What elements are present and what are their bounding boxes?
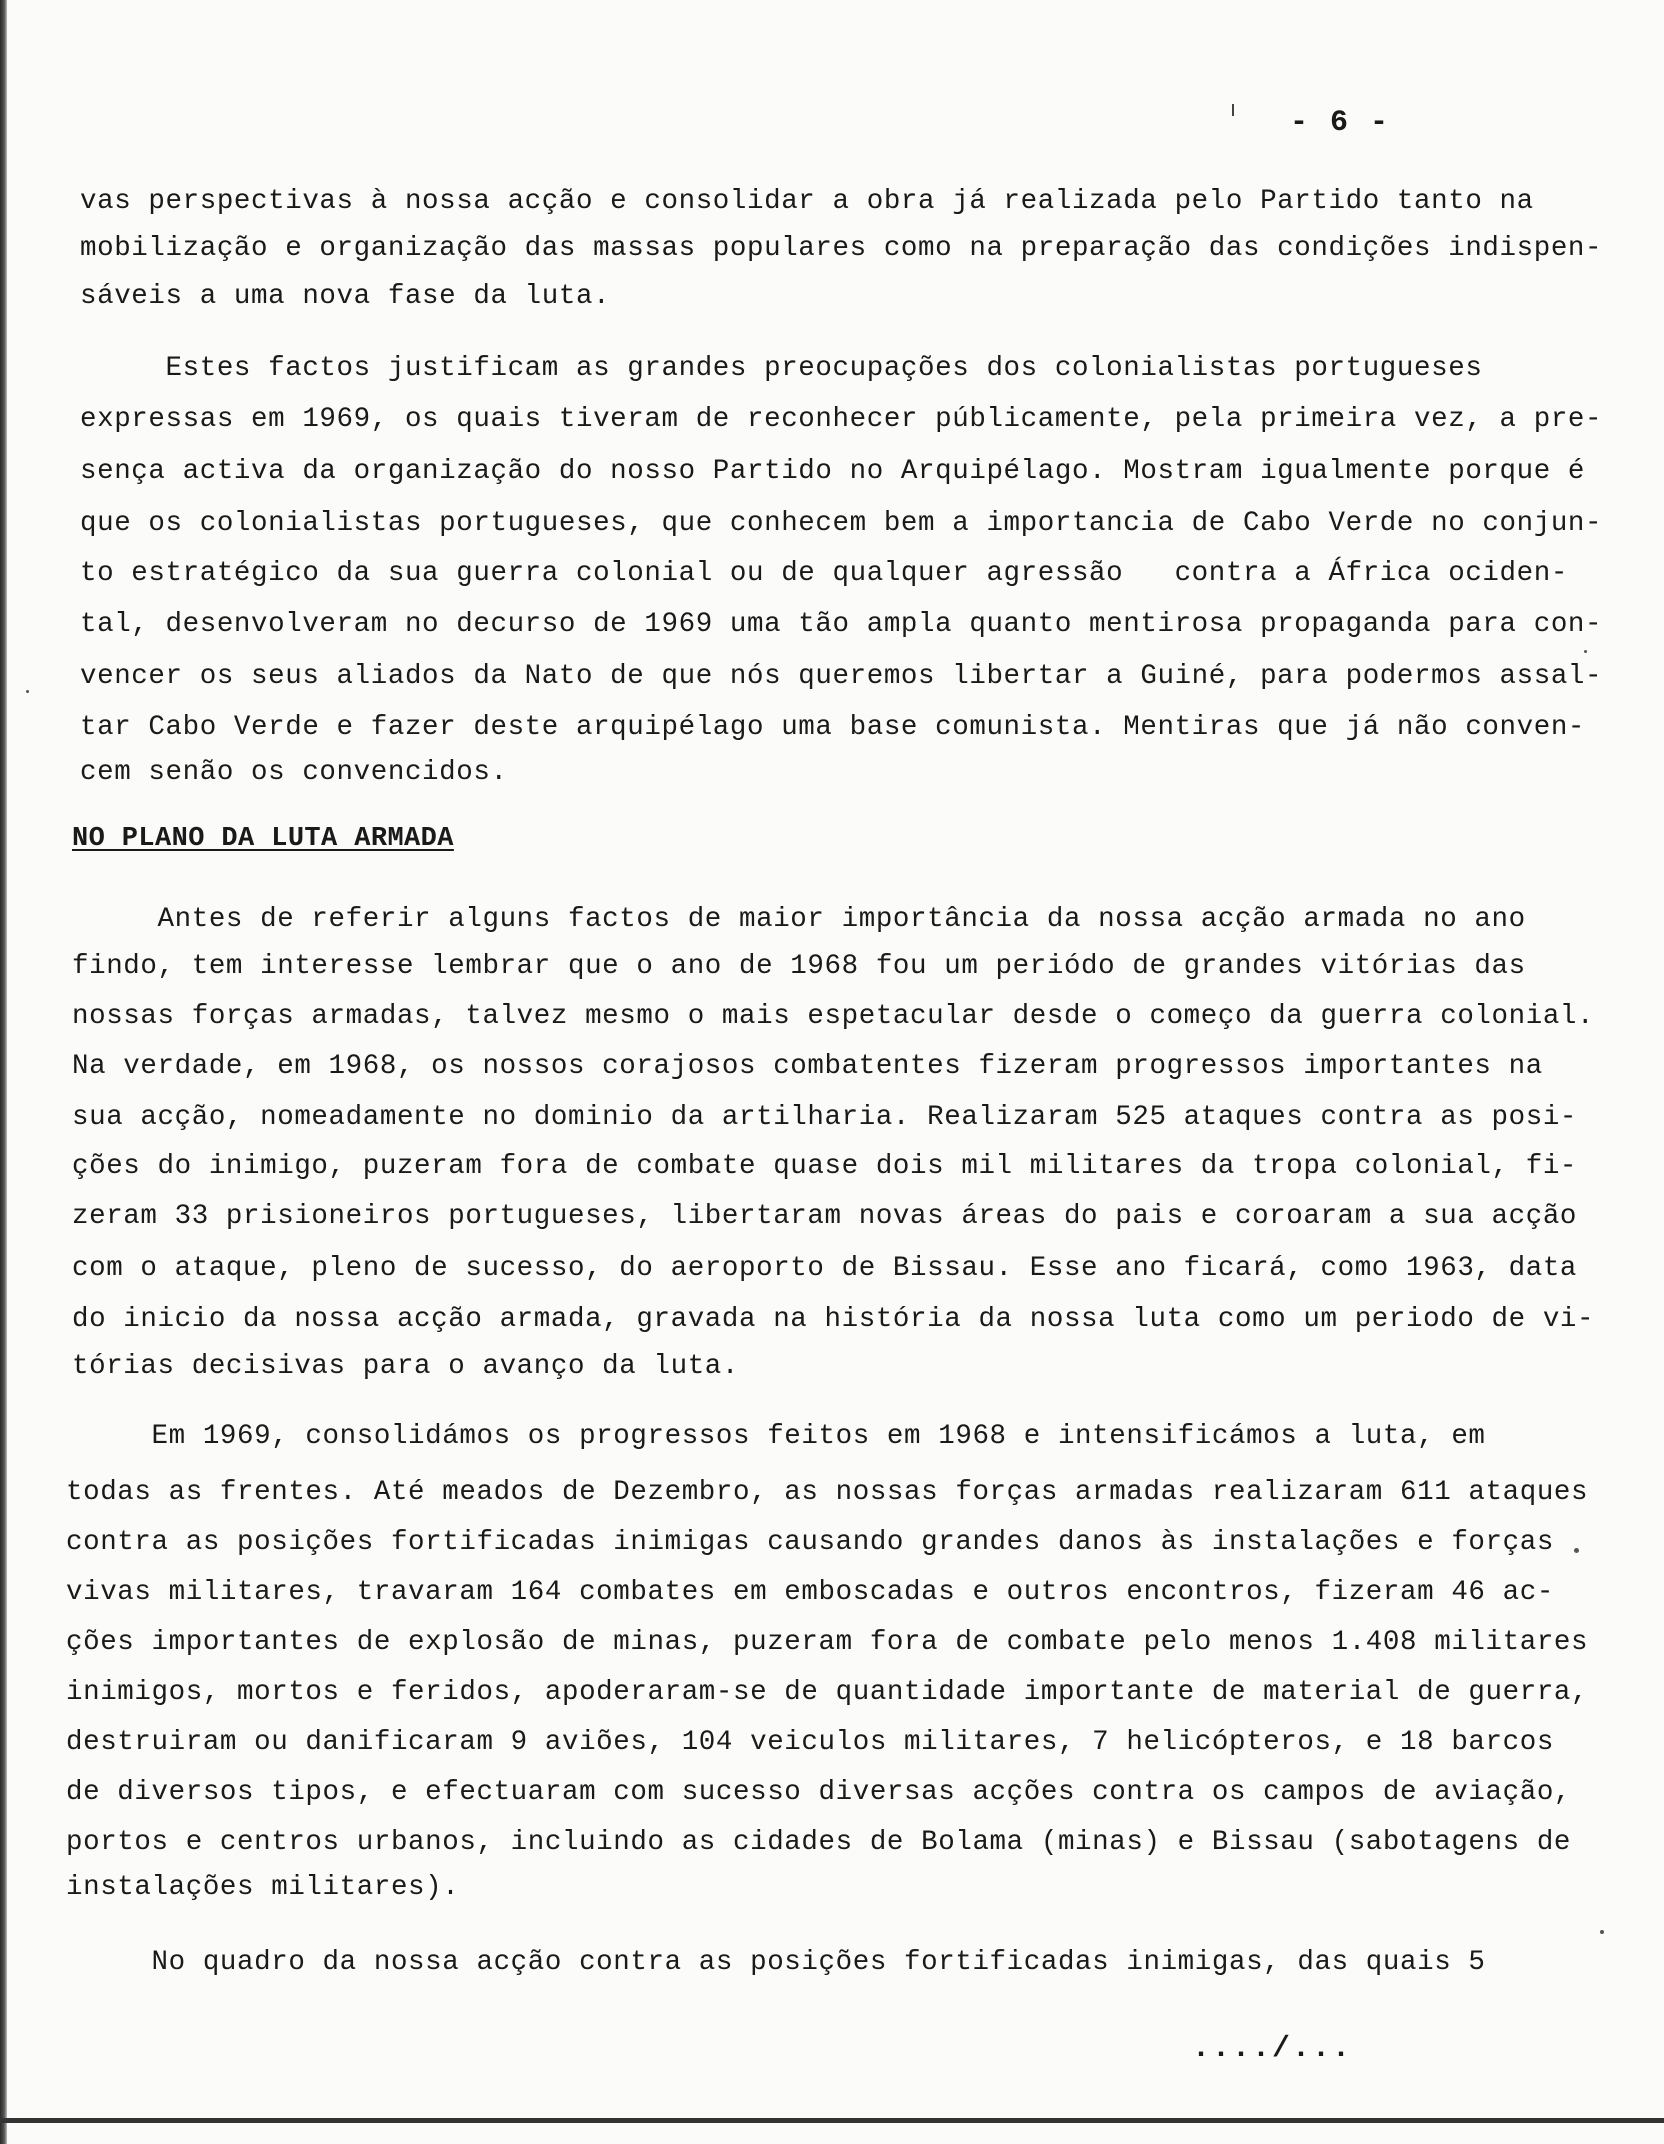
text-line: tal, desenvolveram no decurso de 1969 uma tão ampla quanto mentirosa propaganda para con- [80,609,1603,640]
scan-speck [26,690,29,693]
text-line: todas as frentes. Até meados de Dezembro, as nossas forças armadas realizaram 611 ataques [66,1477,1589,1508]
text-line: contra as posições fortificadas inimigas causando grandes danos às instalações e forças [66,1527,1554,1558]
scan-speck [1574,1548,1579,1553]
text-line: mobilização e organização das massas populares como na preparação das condições indispen- [80,233,1603,264]
text-line: sença activa da organização do nosso Partido no Arquipélago. Mostram igualmente porque é [80,456,1586,487]
scan-speck [1584,650,1587,653]
text-line: findo, tem interesse lembrar que o ano de 1968 fou um periódo de grandes vitórias das [72,951,1526,982]
continuation-mark: ..../... [1192,2032,1353,2066]
page-number: - 6 - [1290,106,1391,140]
text-line: to estratégico da sua guerra colonial ou de qualquer agressão contra a África ociden- [80,558,1568,589]
scan-mark [1232,104,1234,116]
text-line: instalações militares). [66,1872,460,1903]
text-line: destruiram ou danificaram 9 aviões, 104 veiculos militares, 7 helicópteros, e 18 barcos [66,1727,1554,1758]
text-line: inimigos, mortos e feridos, apoderaram-se de quantidade importante de material de guerra, [66,1677,1589,1708]
text-line: Na verdade, em 1968, os nossos corajosos combatentes fizeram progressos importantes na [72,1051,1543,1082]
scan-left-edge [0,0,7,2144]
text-line: cem senão os convencidos. [80,757,508,788]
text-line: vas perspectivas à nossa acção e consolidar a obra já realizada pelo Partido tanto na [80,186,1534,217]
text-line: Estes factos justificam as grandes preocupações dos colonialistas portugueses [80,353,1483,384]
text-line: com o ataque, pleno de sucesso, do aeroporto de Bissau. Esse ano ficará, como 1963, data [72,1253,1578,1284]
text-line: nossas forças armadas, talvez mesmo o mais espetacular desde o começo da guerra colonial. [72,1001,1595,1032]
text-line: do inicio da nossa acção armada, gravada na história da nossa luta como um periodo de vi- [72,1304,1595,1335]
text-line: tórias decisivas para o avanço da luta. [72,1351,740,1382]
scan-bottom-edge [0,2118,1664,2123]
text-line: portos e centros urbanos, incluindo as cidades de Bolama (minas) e Bissau (sabotagens de [66,1827,1572,1858]
section-heading: NO PLANO DA LUTA ARMADA [72,824,454,854]
text-line: vivas militares, travaram 164 combates em emboscadas e outros encontros, fizeram 46 ac- [66,1577,1554,1608]
text-line: sáveis a uma nova fase da luta. [80,281,611,312]
text-line: ções importantes de explosão de minas, puzeram fora de combate pelo menos 1.408 militares [66,1627,1589,1658]
text-line: zeram 33 prisioneiros portugueses, libertaram novas áreas do pais e coroaram a sua acção [72,1201,1578,1232]
text-line: que os colonialistas portugueses, que conhecem bem a importancia de Cabo Verde no conjun- [80,508,1603,539]
text-line: vencer os seus aliados da Nato de que nós queremos libertar a Guiné, para podermos assal- [80,661,1603,692]
text-line: Em 1969, consolidámos os progressos feitos em 1968 e intensificámos a luta, em [66,1421,1486,1452]
text-line: sua acção, nomeadamente no dominio da artilharia. Realizaram 525 ataques contra as posi- [72,1102,1578,1133]
text-line: de diversos tipos, e efectuaram com sucesso diversas acções contra os campos de aviação, [66,1777,1572,1808]
text-line: tar Cabo Verde e fazer deste arquipélago uma base comunista. Mentiras que já não conven- [80,712,1586,743]
text-line: Antes de referir alguns factos de maior importância da nossa acção armada no ano [72,904,1526,935]
text-line: No quadro da nossa acção contra as posições fortificadas inimigas, das quais 5 [66,1947,1486,1978]
text-line: ções do inimigo, puzeram fora de combate quase dois mil militares da tropa colonial, fi- [72,1151,1578,1182]
text-line: expressas em 1969, os quais tiveram de reconhecer públicamente, pela primeira vez, a pre- [80,404,1603,435]
scan-speck [1600,1930,1604,1934]
